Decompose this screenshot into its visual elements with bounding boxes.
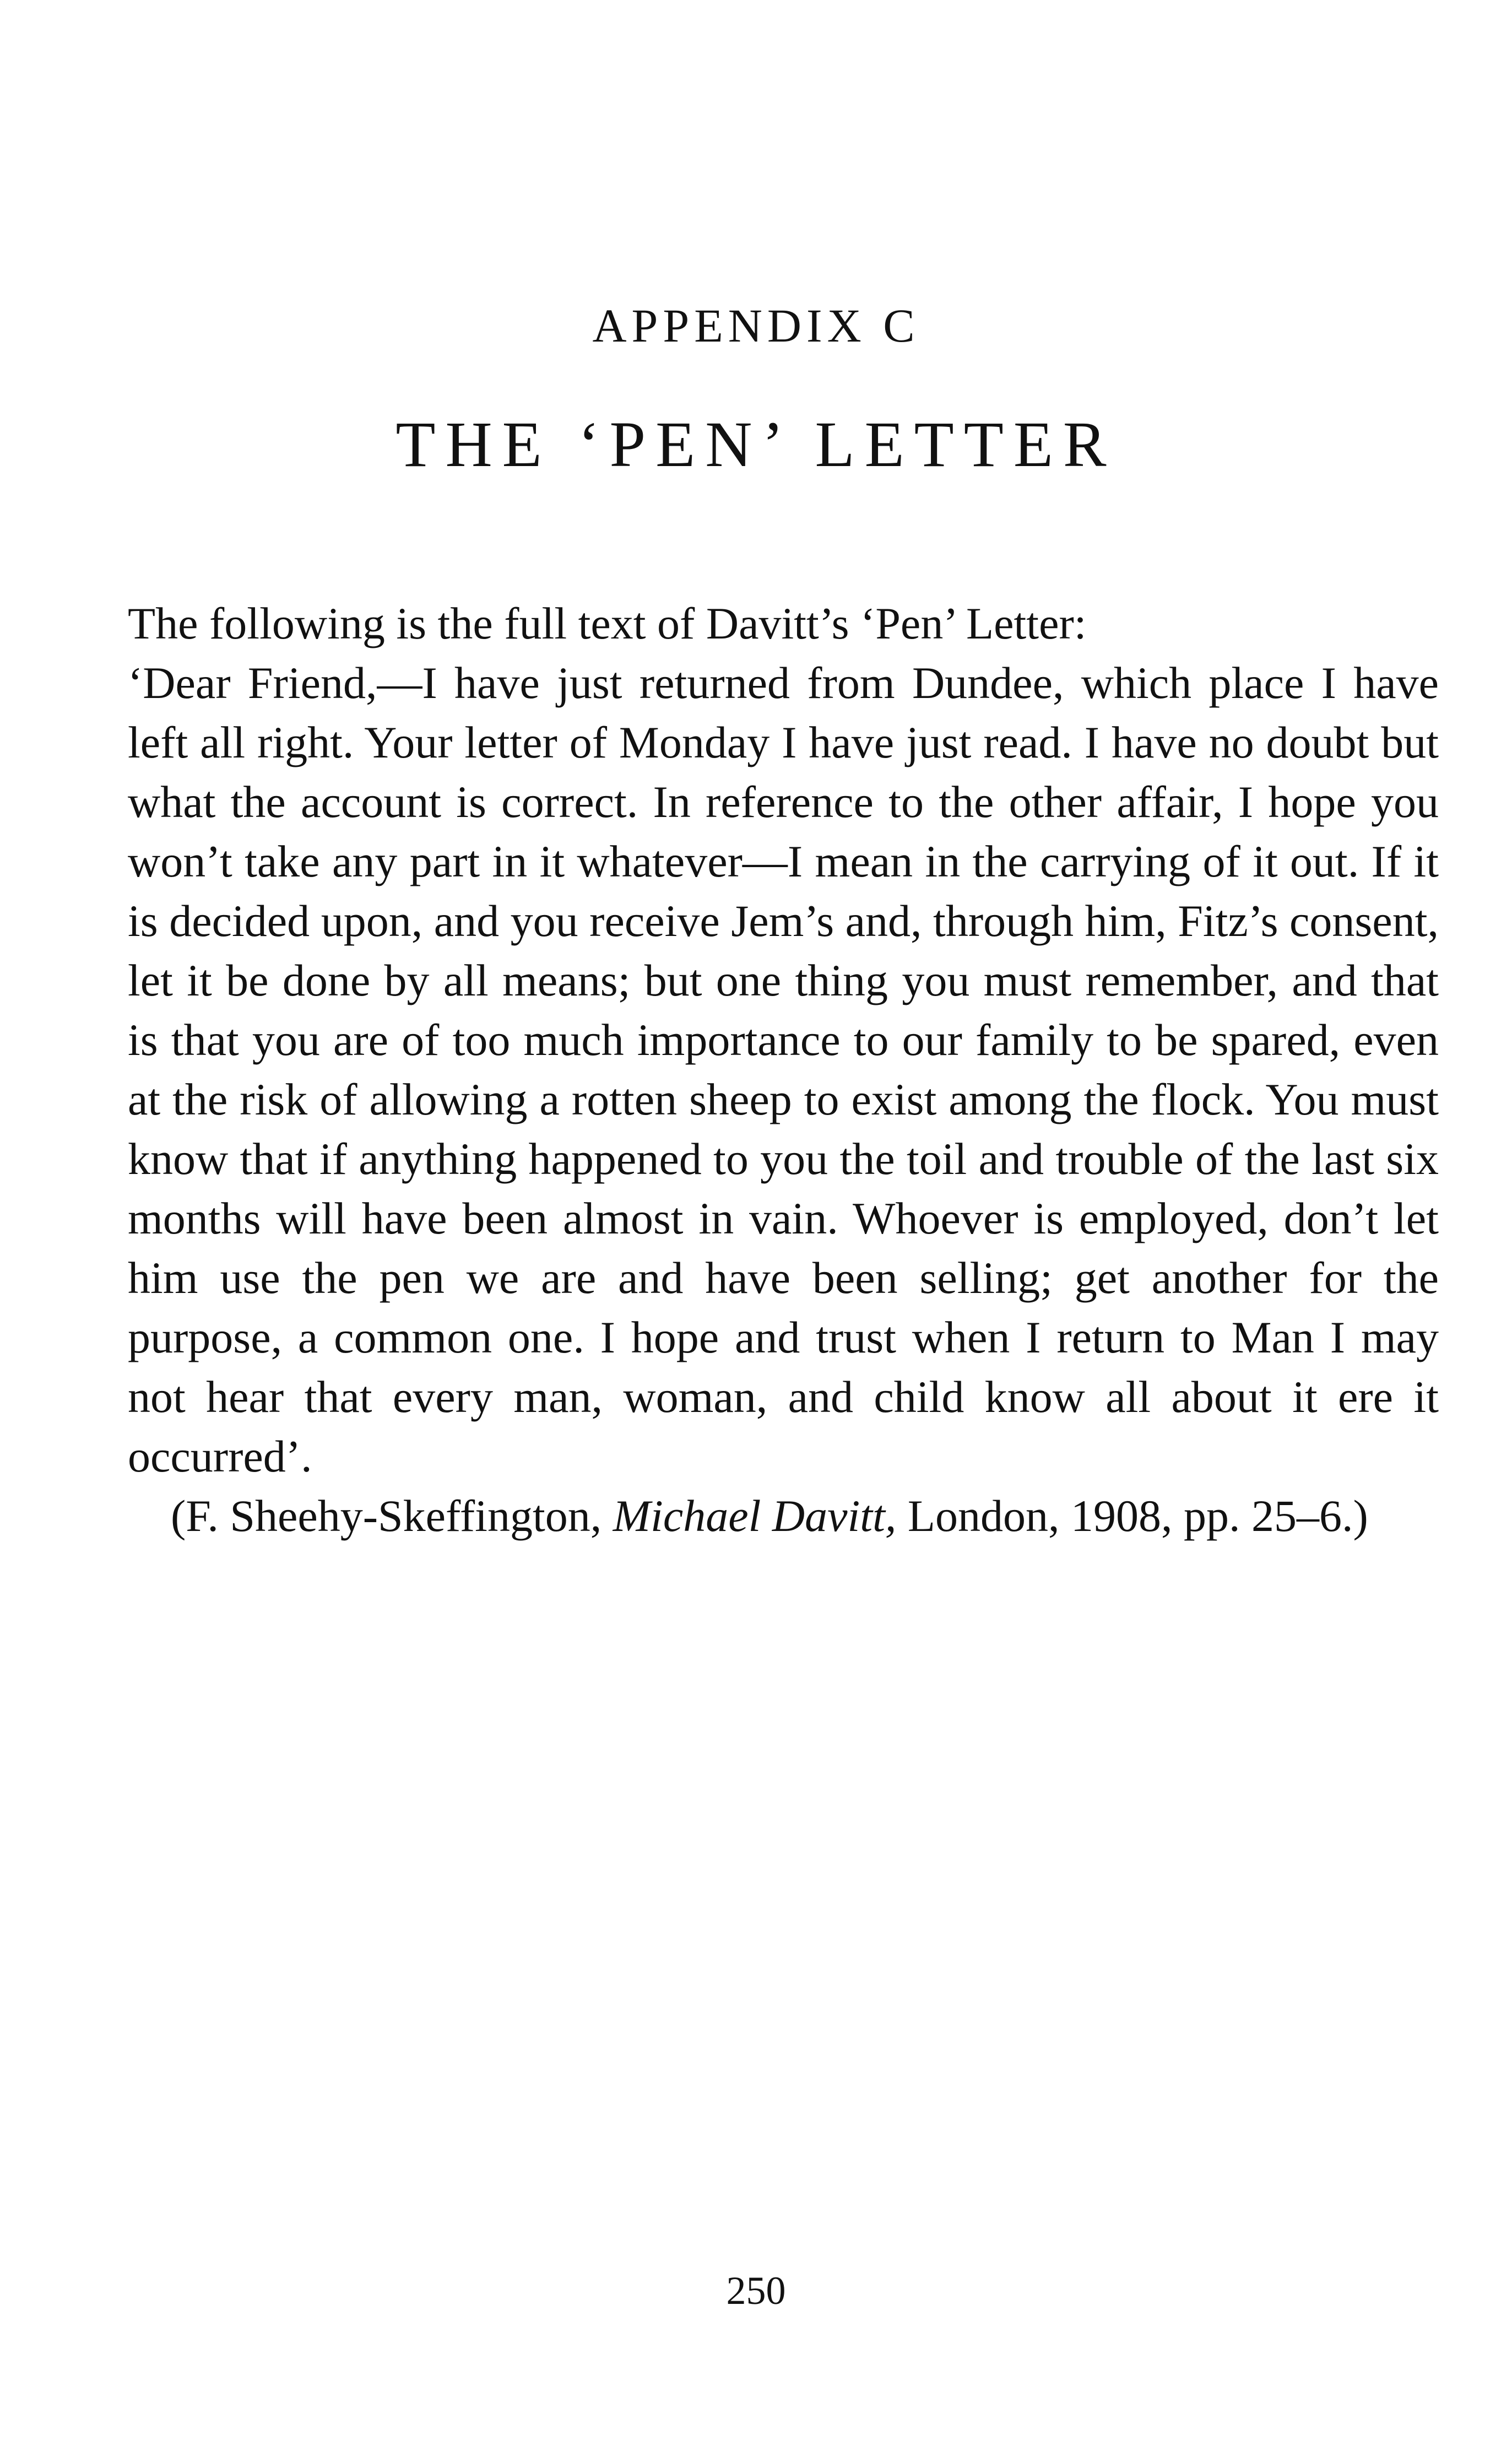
appendix-label: APPENDIX C	[592, 299, 920, 352]
intro-paragraph: The following is the full text of Davitt’s ‘Pen’ Letter:	[128, 598, 1087, 648]
page-number: 250	[726, 2269, 786, 2313]
page-title: THE ‘PEN’ LETTER	[395, 408, 1117, 480]
citation-rest: London, 1908, pp. 25–6.)	[907, 1491, 1368, 1541]
citation-open: (F. Sheehy-Skeffington,	[171, 1491, 602, 1541]
letter-paragraph: ‘Dear Friend,—I have just returned from Dundee, which place I have left all right. Your letter of Monday I have just read. I have no doubt but what the account is correct. In reference to the other affair, I hope you won’t take any part in it whatever—I mean in the carrying of it out. If it is decided upon, and you receive Jem’s and, through him, Fitz’s consent, let it be done by all means; but one thing you must remember, and that is that you are of too much importance to our family to be spared, even at the risk of allowing a rotten sheep to exist among the flock. You must know that if anything happened to you the toil and trouble of the last six months will have been almost in vain. Whoever is employed, don’t let him use the pen we are and have been selling; get another for the purpose, a common one. I hope and trust when I return to Man I may not hear that every man, woman, and child know all about it ere it occurred’.	[128, 658, 1439, 1481]
body-text	[128, 594, 1439, 1546]
citation-book-title: Michael Davitt,	[613, 1491, 897, 1541]
citation-paragraph	[128, 1486, 1439, 1546]
